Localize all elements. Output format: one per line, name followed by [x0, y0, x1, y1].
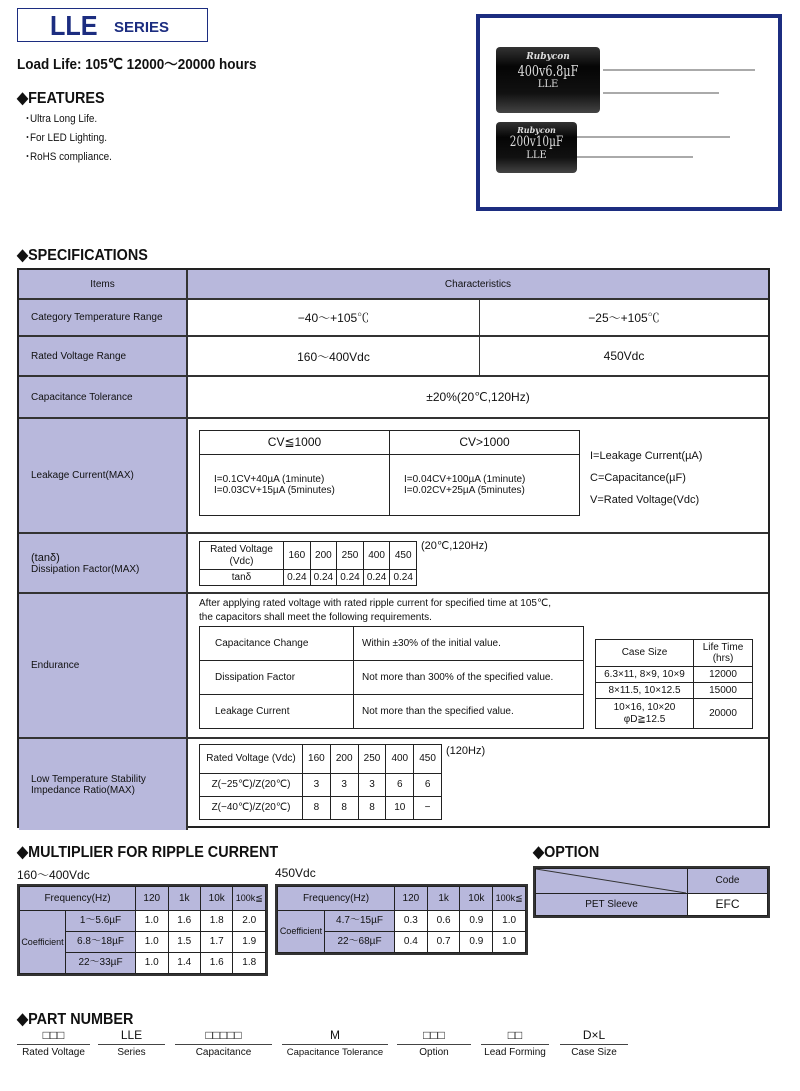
cell: 450: [414, 745, 442, 774]
cell: 1.8: [233, 953, 266, 974]
cell: tanδ: [200, 570, 284, 586]
feature-item: ･RoHS compliance.: [25, 151, 112, 163]
impedance-table: [199, 744, 442, 820]
voltage-range-b: 450Vdc: [603, 349, 645, 363]
cell: 8: [358, 797, 386, 820]
cell: 22～68µF: [325, 932, 395, 953]
cell: 0.24: [284, 570, 311, 586]
cell: 10: [386, 797, 414, 820]
cell: Rated Voltage (Vdc): [200, 542, 284, 570]
cell: 0.24: [363, 570, 390, 586]
legend-item: V=Rated Voltage(Vdc): [590, 494, 700, 506]
spec-label: Impedance Ratio(MAX): [31, 784, 135, 796]
cell: Frequency(Hz): [278, 887, 395, 911]
cell: 0.4: [395, 932, 428, 953]
cell: Leakage Current: [200, 695, 354, 729]
endurance-table: [199, 626, 584, 729]
spec-header-row: [19, 270, 768, 298]
multiplier-table-160-400: [17, 884, 268, 976]
cell: 0.9: [460, 932, 493, 953]
multiplier-caption-1: 160～400Vdc: [17, 868, 90, 882]
cell: 1.6: [168, 911, 200, 932]
tan-delta-table: [199, 541, 417, 586]
capacitor-image: [496, 47, 600, 113]
capacitor-image-2: [496, 122, 781, 177]
option-title: ◆OPTION: [533, 844, 600, 861]
cell: 20000: [694, 699, 753, 729]
spec-row-temperature: [19, 298, 768, 335]
capacitor-series: LLE: [526, 150, 547, 162]
feature-item: ･For LED Lighting.: [25, 132, 107, 144]
spec-row-tolerance: [19, 375, 768, 417]
cell: 0.6: [427, 911, 460, 932]
spec-label: Endurance: [19, 594, 188, 737]
cell: 200: [330, 745, 358, 774]
cell: Case Size: [596, 640, 694, 667]
leakage-formula: I=0.03CV+15µA (5minutes): [214, 485, 335, 496]
spec-label: Category Temperature Range: [19, 300, 188, 335]
diagonal-cell: [536, 869, 688, 894]
spec-label: (tanδ): [31, 551, 60, 564]
cell: 15000: [694, 683, 753, 699]
legend-item: C=Capacitance(µF): [590, 472, 686, 484]
impedance-note: (120Hz): [446, 745, 486, 757]
spec-value: [188, 419, 768, 532]
capacitor-lead: [577, 156, 693, 158]
df-note: (20℃,120Hz): [421, 540, 488, 552]
cell: 1k: [427, 887, 460, 911]
cell: Coefficient: [20, 911, 66, 974]
load-life: Load Life: 105℃ 12000～20000 hours: [17, 56, 257, 73]
cell: 1.6: [200, 953, 232, 974]
capacitor-body: [496, 122, 577, 173]
cell: 1.0: [136, 932, 168, 953]
cell: 250: [337, 542, 364, 570]
spec-row-leakage: [19, 417, 768, 532]
spec-label: Rated Voltage Range: [19, 337, 188, 375]
spec-label: Leakage Current(MAX): [19, 419, 188, 532]
cell: 6.8～18µF: [66, 932, 136, 953]
cell: 8: [330, 797, 358, 820]
leakage-formula: I=0.1CV+40µA (1minute): [214, 473, 325, 485]
part-segment: D×L Case Size: [560, 1028, 628, 1058]
capacitor-brand: Rubycon: [517, 125, 556, 135]
spec-label: Dissipation Factor(MAX): [31, 563, 140, 575]
cell: 100k≦: [493, 887, 526, 911]
endurance-text: After applying rated voltage with rated ripple current for specified time at 105℃,: [199, 598, 551, 609]
cell: 3: [330, 774, 358, 797]
cell: 3: [358, 774, 386, 797]
cell: 8: [303, 797, 331, 820]
multiplier-title: ◆MULTIPLIER FOR RIPPLE CURRENT: [17, 844, 279, 861]
cell: 22～33µF: [66, 953, 136, 974]
legend-item: I=Leakage Current(µA): [590, 450, 703, 462]
cell: 0.24: [337, 570, 364, 586]
cell: 1.9: [233, 932, 266, 953]
cell: Z(−25℃)/Z(20℃): [200, 774, 303, 797]
cell: 10k: [200, 887, 232, 911]
series-name: LLE: [50, 10, 98, 41]
capacitor-brand: Rubycon: [526, 52, 570, 62]
cell: Within ±30% of the initial value.: [354, 627, 584, 661]
cell: 1～5.6µF: [66, 911, 136, 932]
cell: 450: [390, 542, 417, 570]
cell: −: [414, 797, 442, 820]
cell: 1.0: [136, 911, 168, 932]
cell: Not more than 300% of the specified value.: [354, 661, 584, 695]
cell: Coefficient: [278, 911, 325, 953]
cell: 2.0: [233, 911, 266, 932]
cell: 3: [303, 774, 331, 797]
cell: 1.0: [493, 932, 526, 953]
cell: 1.7: [200, 932, 232, 953]
product-photo: [476, 14, 782, 211]
temp-range-a: −40～+105℃: [188, 300, 480, 335]
cell: 6.3×11, 8×9, 10×9: [596, 667, 694, 683]
part-segment: □□□□□ Capacitance: [175, 1028, 272, 1058]
series-title-box: [17, 8, 208, 42]
cell: 1.4: [168, 953, 200, 974]
cell: Dissipation Factor: [200, 661, 354, 695]
cell: Z(−40℃)/Z(20℃): [200, 797, 303, 820]
header-characteristics: Characteristics: [444, 278, 512, 290]
spec-value: [188, 337, 768, 375]
cell: 0.24: [310, 570, 337, 586]
cell: 10×16, 10×20 φD≧12.5: [596, 699, 694, 729]
part-number-title: ◆PART NUMBER: [17, 1011, 134, 1028]
part-segment: M Capacitance Tolerance: [282, 1028, 388, 1058]
series-word: SERIES: [114, 19, 170, 36]
spec-row-endurance: [19, 592, 768, 737]
cell: 160: [284, 542, 311, 570]
capacitor-series: LLE: [537, 79, 559, 91]
cell: PET Sleeve: [536, 894, 688, 916]
cell: 8×11.5, 10×12.5: [596, 683, 694, 699]
cell: EFC: [688, 894, 768, 916]
cell: Rated Voltage (Vdc): [200, 745, 303, 774]
capacitor-lead: [603, 69, 755, 71]
cell: 120: [395, 887, 428, 911]
leakage-header: CV>1000: [390, 431, 580, 455]
spec-row-voltage: [19, 335, 768, 375]
cell: 0.9: [460, 911, 493, 932]
spec-row-low-temp: [19, 737, 768, 830]
leakage-header: CV≦1000: [200, 431, 390, 455]
option-table: [533, 866, 770, 918]
spec-row-dissipation: [19, 532, 768, 592]
cell: 120: [136, 887, 168, 911]
features-title: ◆FEATURES: [17, 90, 105, 107]
cell: 400: [363, 542, 390, 570]
cell: 1.8: [200, 911, 232, 932]
specifications-table: [17, 268, 770, 828]
cell: 200: [310, 542, 337, 570]
cell: 1k: [168, 887, 200, 911]
leakage-formula: I=0.02CV+25µA (5minutes): [404, 485, 525, 496]
header-items: Items: [19, 270, 188, 298]
leakage-table: [199, 430, 580, 516]
cell: 1.0: [136, 953, 168, 974]
multiplier-caption-2: 450Vdc: [275, 866, 316, 880]
capacitor-rating: 400v6.8µF: [517, 61, 579, 80]
cell: Frequency(Hz): [20, 887, 136, 911]
spec-label: Capacitance Tolerance: [19, 377, 188, 417]
part-segment: LLE Series: [98, 1028, 165, 1058]
cell: 4.7～15µF: [325, 911, 395, 932]
cell: Not more than the specified value.: [354, 695, 584, 729]
life-time-table: [595, 639, 753, 729]
feature-item: ･Ultra Long Life.: [25, 113, 98, 125]
cell: 12000: [694, 667, 753, 683]
leakage-legend: [590, 445, 702, 511]
part-segment: □□□ Rated Voltage: [17, 1028, 90, 1058]
cell: 6: [386, 774, 414, 797]
spec-value: [188, 300, 768, 335]
specifications-title: ◆SPECIFICATIONS: [17, 247, 148, 264]
cell: 0.24: [390, 570, 417, 586]
capacitor-lead: [603, 92, 719, 94]
temp-range-b: −25～+105℃: [588, 311, 660, 325]
part-segment: □□□ Option: [397, 1028, 471, 1058]
cell: Life Time (hrs): [694, 640, 753, 667]
cell: Code: [688, 869, 768, 894]
cell: 0.7: [427, 932, 460, 953]
cell: 250: [358, 745, 386, 774]
cell: 6: [414, 774, 442, 797]
part-segment: □□ Lead Forming: [481, 1028, 549, 1058]
voltage-range-a: 160～400Vdc: [188, 337, 480, 375]
spec-label: Low Temperature Stability: [31, 773, 146, 785]
cell: 10k: [460, 887, 493, 911]
cell: 160: [303, 745, 331, 774]
spec-value: [188, 594, 768, 737]
endurance-text: the capacitors shall meet the following requirements.: [199, 612, 432, 623]
cell: 100k≦: [233, 887, 266, 911]
cell: 0.3: [395, 911, 428, 932]
tolerance-value: ±20%(20℃,120Hz): [426, 390, 530, 404]
cell: Capacitance Change: [200, 627, 354, 661]
capacitor-lead: [577, 136, 730, 138]
leakage-formula: I=0.04CV+100µA (1minute): [404, 473, 526, 485]
spec-value: [188, 739, 768, 830]
multiplier-table-450: [275, 884, 528, 955]
cell: 400: [386, 745, 414, 774]
cell: 1.0: [493, 911, 526, 932]
spec-value: [188, 534, 768, 592]
cell: 1.5: [168, 932, 200, 953]
capacitor-rating: 200v10µF: [509, 133, 564, 150]
